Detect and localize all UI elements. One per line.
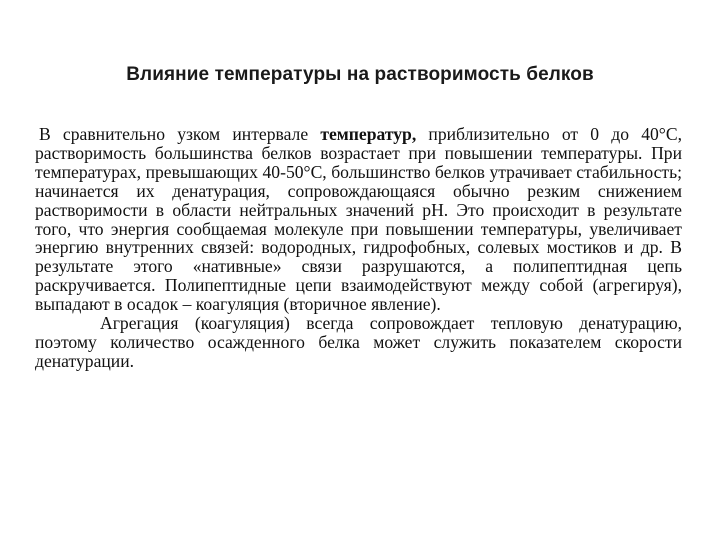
paragraph-1-intro: В сравнительно узком интервале [39, 124, 321, 144]
slide-title: Влияние температуры на растворимость белков [126, 64, 594, 85]
bold-term-temperatures: температур, [320, 124, 417, 144]
paragraph-2: Агрегация (коагуляция) всегда сопровождает тепловую денатурацию, поэтому количество осажденного белка может служить показателем скорости денатурации. [35, 313, 682, 371]
paragraph-1 [35, 125, 682, 314]
slide-body [35, 125, 682, 371]
paragraph-1-text: приблизительно от 0 до 40°С, растворимость большинства белков возрастает при повышении температуры. При температурах, превышающих 40-50°С, большинство белков утрачивает стабильность; начинается их денатурация, сопровождающаяся обычно резким снижением растворимости в области нейтральных значений рН. Это происходит в результате того, что энергия сообщаемая молекуле при повышении температуры, увеличивает энергию внутренних связей: водородных, гидрофобных, солевых мостиков и др. В результате этого «нативные» связи разрушаются, а полипептидная цепь раскручивается. Полипептидные цепи взаимодействуют между собой (агрегируя), выпадают в осадок – коагуляция (вторичное явление). [35, 124, 682, 315]
